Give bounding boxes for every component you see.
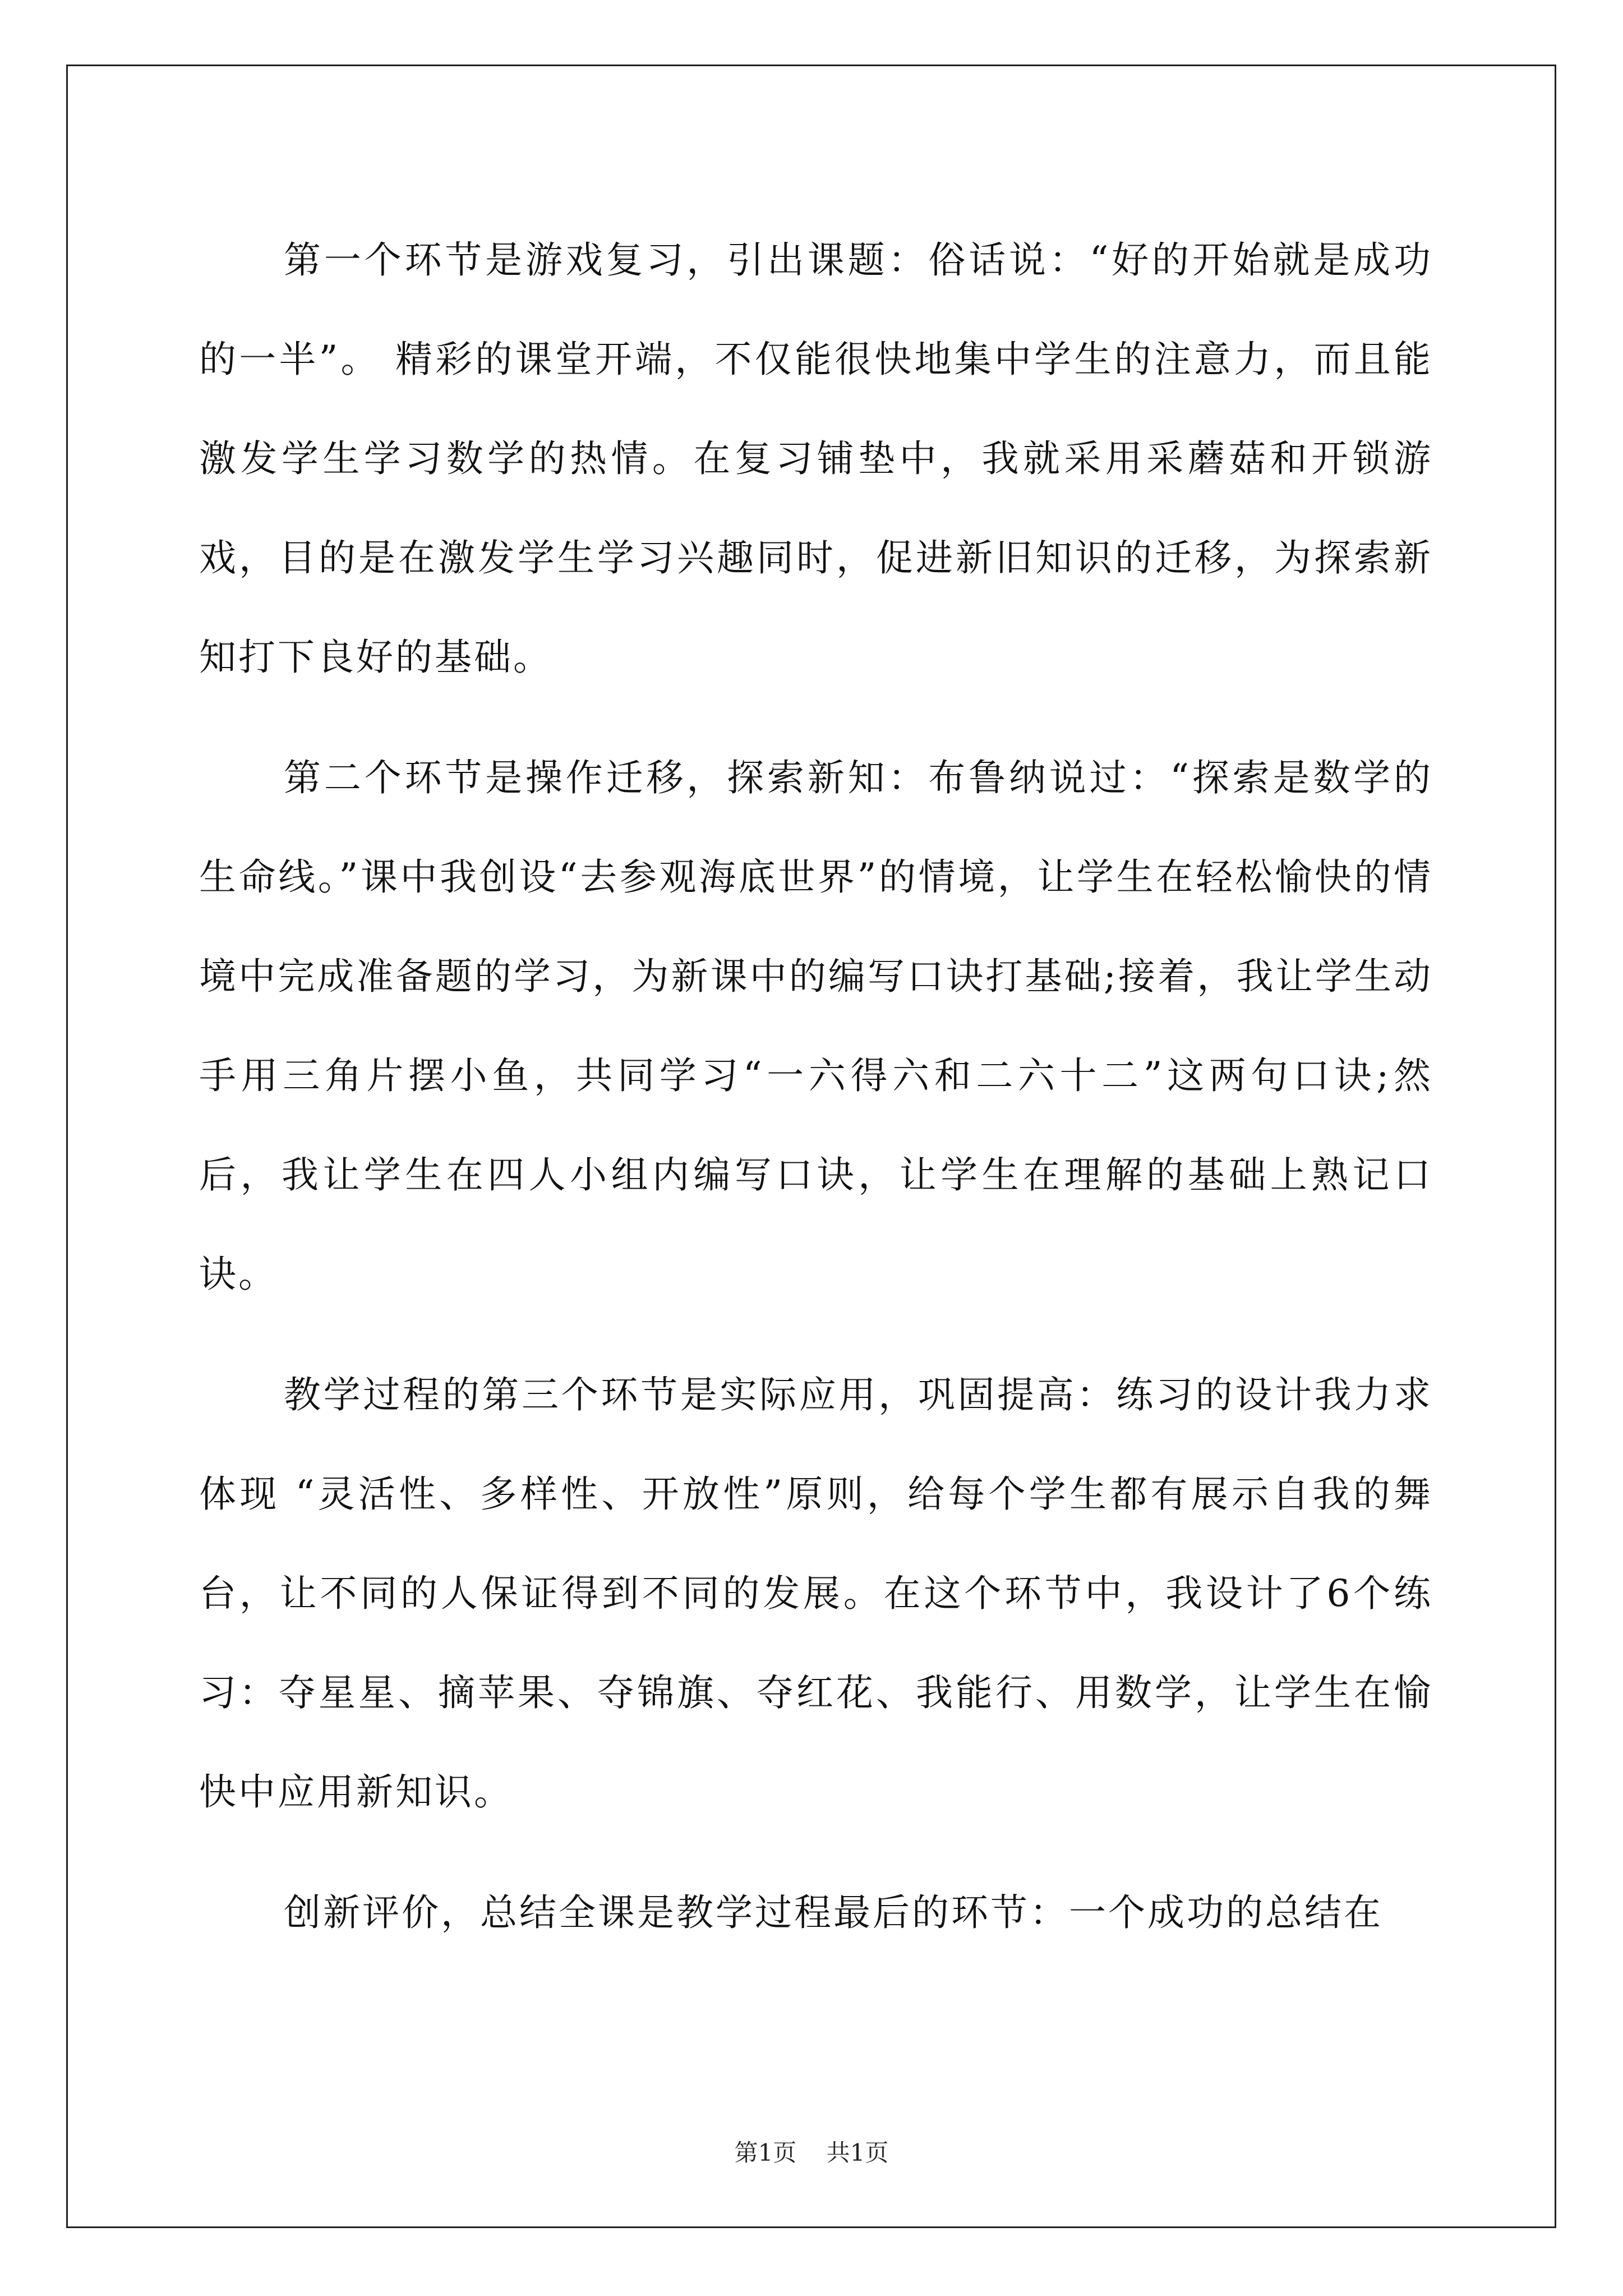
page-footer [0,2134,1623,2168]
page-number: 第1页 [734,2139,797,2166]
paragraph-4: 创新评价，总结全课是教学过程最后的环节：一个成功的总结在 [284,1891,1383,1934]
paragraph-1: 第一个环节是游戏复习，引出课题：俗话说：“好的开始就是成功的一半”。 精彩的课堂开端，不仅能很快地集中学生的注意力，而且能激发学生学习数学的热情。在复习铺垫中，我就采用采蘑菇和开锁游戏，目的是在激发学生学习兴趣同时，促进新旧知识的迁移，为探索新知打下良好的基础。 [199,238,1433,679]
page-total: 共1页 [826,2139,889,2166]
paragraph-2: 第二个环节是操作迁移，探索新知：布鲁纳说过：“探索是数学的生命线。”课中我创设“去参观海底世界”的情境，让学生在轻松愉快的情境中完成准备题的学习，为新课中的编写口诀打基础;接着，我让学生动手用三角片摆小鱼，共同学习“一六得六和二六十二”这两句口诀;然后，我让学生在四人小组内编写口诀，让学生在理解的基础上熟记口诀。 [199,756,1433,1296]
document-body [199,210,1433,1962]
paragraph-3: 教学过程的第三个环节是实际应用，巩固提高：练习的设计我力求体现 “灵活性、多样性、开放性”原则，给每个学生都有展示自我的舞台，让不同的人保证得到不同的发展。在这个环节中，我设计了6个练习：夺星星、摘苹果、夺锦旗、夺红花、我能行、用数学，让学生在愉快中应用新知识。 [199,1373,1433,1814]
